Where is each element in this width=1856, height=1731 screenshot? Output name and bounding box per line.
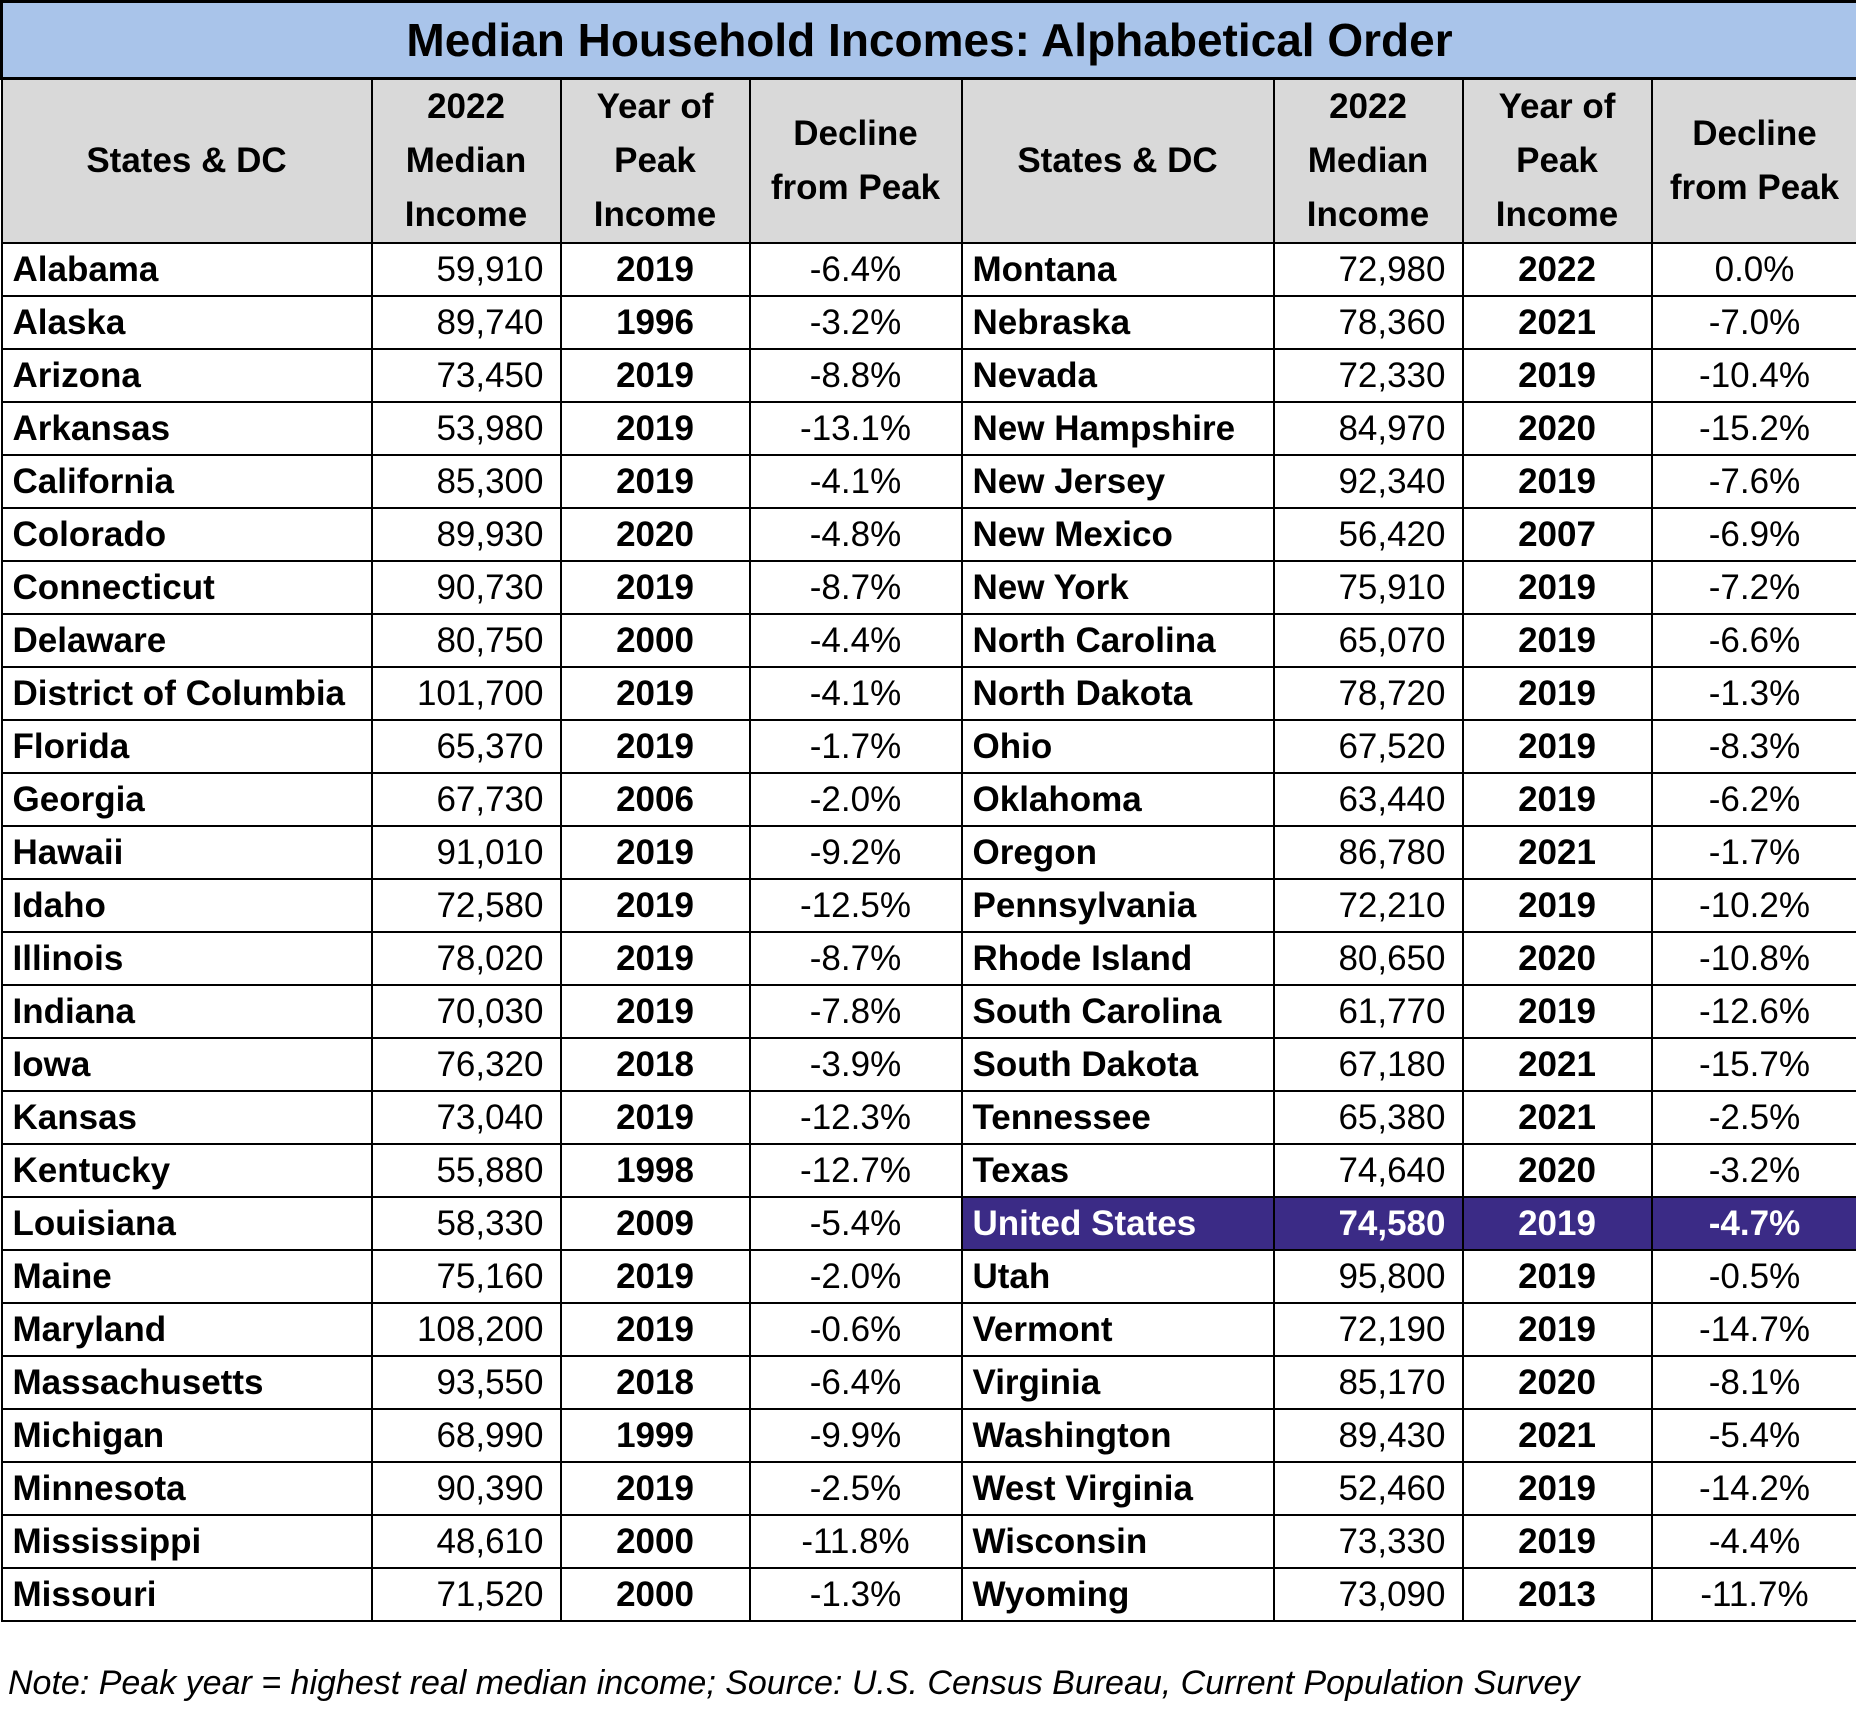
median-income-cell: 75,160 <box>372 1250 561 1303</box>
peak-year-cell: 2022 <box>1463 243 1652 296</box>
header-decline: Decline from Peak <box>1652 79 1856 244</box>
median-income-cell: 78,360 <box>1274 296 1463 349</box>
state-name-cell: Georgia <box>2 773 372 826</box>
peak-year-cell: 2019 <box>561 720 750 773</box>
state-name-cell: Mississippi <box>2 1515 372 1568</box>
state-name-cell: Ohio <box>962 720 1274 773</box>
state-name-cell: Colorado <box>2 508 372 561</box>
state-name-cell: South Dakota <box>962 1038 1274 1091</box>
decline-from-peak-cell: -3.2% <box>1652 1144 1856 1197</box>
state-name-cell: Indiana <box>2 985 372 1038</box>
us-decline-from-peak-cell: -4.7% <box>1652 1197 1856 1250</box>
state-name-cell: Maine <box>2 1250 372 1303</box>
decline-from-peak-cell: -1.7% <box>1652 826 1856 879</box>
peak-year-cell: 2019 <box>561 455 750 508</box>
decline-from-peak-cell: -14.2% <box>1652 1462 1856 1515</box>
state-name-cell: California <box>2 455 372 508</box>
state-name-cell: North Carolina <box>962 614 1274 667</box>
state-name-cell: Idaho <box>2 879 372 932</box>
decline-from-peak-cell: -15.2% <box>1652 402 1856 455</box>
state-name-cell: New Mexico <box>962 508 1274 561</box>
peak-year-cell: 2019 <box>1463 349 1652 402</box>
state-name-cell: Texas <box>962 1144 1274 1197</box>
decline-from-peak-cell: 0.0% <box>1652 243 1856 296</box>
decline-from-peak-cell: -7.2% <box>1652 561 1856 614</box>
header-income: 2022 Median Income <box>1274 79 1463 244</box>
decline-from-peak-cell: -3.2% <box>750 296 962 349</box>
decline-from-peak-cell: -7.6% <box>1652 455 1856 508</box>
decline-from-peak-cell: -12.7% <box>750 1144 962 1197</box>
median-income-cell: 101,700 <box>372 667 561 720</box>
peak-year-cell: 2019 <box>1463 561 1652 614</box>
state-name-cell: Wyoming <box>962 1568 1274 1621</box>
peak-year-cell: 2019 <box>1463 1303 1652 1356</box>
median-income-cell: 72,580 <box>372 879 561 932</box>
table-row <box>2 349 1856 402</box>
median-income-cell: 80,650 <box>1274 932 1463 985</box>
median-income-cell: 71,520 <box>372 1568 561 1621</box>
header-income: 2022 Median Income <box>372 79 561 244</box>
peak-year-cell: 2020 <box>1463 402 1652 455</box>
source-note: Note: Peak year = highest real median income; Source: U.S. Census Bureau, Current Population Survey <box>8 1664 1580 1702</box>
peak-year-cell: 1998 <box>561 1144 750 1197</box>
peak-year-cell: 2019 <box>1463 773 1652 826</box>
decline-from-peak-cell: -4.4% <box>1652 1515 1856 1568</box>
state-name-cell: New York <box>962 561 1274 614</box>
state-name-cell: Florida <box>2 720 372 773</box>
peak-year-cell: 2013 <box>1463 1568 1652 1621</box>
peak-year-cell: 2019 <box>561 667 750 720</box>
table-row <box>2 455 1856 508</box>
peak-year-cell: 2019 <box>1463 879 1652 932</box>
state-name-cell: South Carolina <box>962 985 1274 1038</box>
decline-from-peak-cell: -11.8% <box>750 1515 962 1568</box>
peak-year-cell: 2019 <box>1463 985 1652 1038</box>
median-income-cell: 65,370 <box>372 720 561 773</box>
decline-from-peak-cell: -8.8% <box>750 349 962 402</box>
table-row <box>2 1356 1856 1409</box>
state-name-cell: Oklahoma <box>962 773 1274 826</box>
median-income-cell: 65,380 <box>1274 1091 1463 1144</box>
peak-year-cell: 2019 <box>1463 455 1652 508</box>
peak-year-cell: 1996 <box>561 296 750 349</box>
decline-from-peak-cell: -5.4% <box>1652 1409 1856 1462</box>
decline-from-peak-cell: -8.1% <box>1652 1356 1856 1409</box>
peak-year-cell: 2021 <box>1463 296 1652 349</box>
median-income-cell: 67,730 <box>372 773 561 826</box>
state-name-cell: Tennessee <box>962 1091 1274 1144</box>
decline-from-peak-cell: -7.8% <box>750 985 962 1038</box>
table-row <box>2 1144 1856 1197</box>
median-income-cell: 108,200 <box>372 1303 561 1356</box>
table-row <box>2 1197 1856 1250</box>
median-income-cell: 59,910 <box>372 243 561 296</box>
median-income-cell: 78,020 <box>372 932 561 985</box>
median-income-cell: 78,720 <box>1274 667 1463 720</box>
median-income-cell: 91,010 <box>372 826 561 879</box>
state-name-cell: Nevada <box>962 349 1274 402</box>
median-income-cell: 48,610 <box>372 1515 561 1568</box>
peak-year-cell: 2006 <box>561 773 750 826</box>
decline-from-peak-cell: -11.7% <box>1652 1568 1856 1621</box>
table-row <box>2 932 1856 985</box>
table-row <box>2 985 1856 1038</box>
state-name-cell: Maryland <box>2 1303 372 1356</box>
peak-year-cell: 2019 <box>1463 614 1652 667</box>
us-median-income-cell: 74,580 <box>1274 1197 1463 1250</box>
state-name-cell: Connecticut <box>2 561 372 614</box>
decline-from-peak-cell: -9.9% <box>750 1409 962 1462</box>
median-income-cell: 68,990 <box>372 1409 561 1462</box>
median-income-cell: 85,300 <box>372 455 561 508</box>
decline-from-peak-cell: -6.6% <box>1652 614 1856 667</box>
decline-from-peak-cell: -8.3% <box>1652 720 1856 773</box>
median-income-cell: 89,930 <box>372 508 561 561</box>
peak-year-cell: 2007 <box>1463 508 1652 561</box>
table-row <box>2 667 1856 720</box>
state-name-cell: Nebraska <box>962 296 1274 349</box>
table-row <box>2 243 1856 296</box>
median-income-cell: 67,180 <box>1274 1038 1463 1091</box>
state-name-cell: Oregon <box>962 826 1274 879</box>
decline-from-peak-cell: -6.4% <box>750 1356 962 1409</box>
peak-year-cell: 2019 <box>561 1091 750 1144</box>
peak-year-cell: 2021 <box>1463 1091 1652 1144</box>
state-name-cell: Arkansas <box>2 402 372 455</box>
peak-year-cell: 2020 <box>1463 1356 1652 1409</box>
median-income-cell: 75,910 <box>1274 561 1463 614</box>
decline-from-peak-cell: -3.9% <box>750 1038 962 1091</box>
state-name-cell: Wisconsin <box>962 1515 1274 1568</box>
median-income-cell: 72,190 <box>1274 1303 1463 1356</box>
state-name-cell: Minnesota <box>2 1462 372 1515</box>
state-name-cell: Illinois <box>2 932 372 985</box>
peak-year-cell: 2019 <box>1463 667 1652 720</box>
median-income-cell: 70,030 <box>372 985 561 1038</box>
table-row <box>2 1515 1856 1568</box>
table-row <box>2 1409 1856 1462</box>
table-row <box>2 879 1856 932</box>
state-name-cell: Montana <box>962 243 1274 296</box>
table-row <box>2 402 1856 455</box>
median-income-cell: 90,730 <box>372 561 561 614</box>
peak-year-cell: 2019 <box>561 349 750 402</box>
peak-year-cell: 2000 <box>561 614 750 667</box>
state-name-cell: Kentucky <box>2 1144 372 1197</box>
decline-from-peak-cell: -4.1% <box>750 455 962 508</box>
peak-year-cell: 2021 <box>1463 1038 1652 1091</box>
state-name-cell: Pennsylvania <box>962 879 1274 932</box>
median-income-cell: 72,330 <box>1274 349 1463 402</box>
decline-from-peak-cell: -6.9% <box>1652 508 1856 561</box>
table-row <box>2 826 1856 879</box>
table-row <box>2 1038 1856 1091</box>
median-income-cell: 92,340 <box>1274 455 1463 508</box>
median-income-cell: 55,880 <box>372 1144 561 1197</box>
state-name-cell: Missouri <box>2 1568 372 1621</box>
decline-from-peak-cell: -0.6% <box>750 1303 962 1356</box>
table-row <box>2 296 1856 349</box>
decline-from-peak-cell: -10.8% <box>1652 932 1856 985</box>
decline-from-peak-cell: -12.3% <box>750 1091 962 1144</box>
decline-from-peak-cell: -4.4% <box>750 614 962 667</box>
state-name-cell: Arizona <box>2 349 372 402</box>
state-name-cell: Rhode Island <box>962 932 1274 985</box>
header-decline: Decline from Peak <box>750 79 962 244</box>
median-income-cell: 80,750 <box>372 614 561 667</box>
us-state-name-cell: United States <box>962 1197 1274 1250</box>
median-income-cell: 67,520 <box>1274 720 1463 773</box>
decline-from-peak-cell: -13.1% <box>750 402 962 455</box>
median-income-cell: 89,430 <box>1274 1409 1463 1462</box>
peak-year-cell: 2019 <box>561 402 750 455</box>
table-row <box>2 1568 1856 1621</box>
state-name-cell: North Dakota <box>962 667 1274 720</box>
header-peak-year: Year of Peak Income <box>561 79 750 244</box>
median-income-cell: 58,330 <box>372 1197 561 1250</box>
decline-from-peak-cell: -1.7% <box>750 720 962 773</box>
peak-year-cell: 2000 <box>561 1515 750 1568</box>
median-income-cell: 61,770 <box>1274 985 1463 1038</box>
median-income-cell: 84,970 <box>1274 402 1463 455</box>
table-row <box>2 1250 1856 1303</box>
peak-year-cell: 2020 <box>1463 932 1652 985</box>
peak-year-cell: 2019 <box>1463 1515 1652 1568</box>
state-name-cell: New Hampshire <box>962 402 1274 455</box>
state-name-cell: Massachusetts <box>2 1356 372 1409</box>
median-income-cell: 90,390 <box>372 1462 561 1515</box>
peak-year-cell: 2019 <box>561 1250 750 1303</box>
median-income-cell: 73,450 <box>372 349 561 402</box>
peak-year-cell: 2019 <box>561 1462 750 1515</box>
median-income-cell: 93,550 <box>372 1356 561 1409</box>
decline-from-peak-cell: -5.4% <box>750 1197 962 1250</box>
decline-from-peak-cell: -4.1% <box>750 667 962 720</box>
state-name-cell: District of Columbia <box>2 667 372 720</box>
state-name-cell: Hawaii <box>2 826 372 879</box>
table-row <box>2 720 1856 773</box>
table-row <box>2 1091 1856 1144</box>
decline-from-peak-cell: -1.3% <box>1652 667 1856 720</box>
decline-from-peak-cell: -6.2% <box>1652 773 1856 826</box>
peak-year-cell: 2020 <box>561 508 750 561</box>
peak-year-cell: 2000 <box>561 1568 750 1621</box>
decline-from-peak-cell: -10.4% <box>1652 349 1856 402</box>
us-peak-year-cell: 2019 <box>1463 1197 1652 1250</box>
decline-from-peak-cell: -0.5% <box>1652 1250 1856 1303</box>
peak-year-cell: 2020 <box>1463 1144 1652 1197</box>
median-income-cell: 52,460 <box>1274 1462 1463 1515</box>
decline-from-peak-cell: -2.0% <box>750 773 962 826</box>
decline-from-peak-cell: -2.0% <box>750 1250 962 1303</box>
peak-year-cell: 2019 <box>561 826 750 879</box>
median-income-cell: 95,800 <box>1274 1250 1463 1303</box>
peak-year-cell: 2019 <box>561 243 750 296</box>
state-name-cell: Washington <box>962 1409 1274 1462</box>
state-name-cell: Michigan <box>2 1409 372 1462</box>
median-income-cell: 65,070 <box>1274 614 1463 667</box>
peak-year-cell: 2019 <box>561 879 750 932</box>
peak-year-cell: 2019 <box>561 1303 750 1356</box>
state-name-cell: West Virginia <box>962 1462 1274 1515</box>
median-income-cell: 89,740 <box>372 296 561 349</box>
header-state: States & DC <box>2 79 372 244</box>
peak-year-cell: 2021 <box>1463 826 1652 879</box>
table-body <box>2 243 1856 1621</box>
state-name-cell: Virginia <box>962 1356 1274 1409</box>
median-income-cell: 56,420 <box>1274 508 1463 561</box>
median-income-cell: 73,090 <box>1274 1568 1463 1621</box>
decline-from-peak-cell: -14.7% <box>1652 1303 1856 1356</box>
peak-year-cell: 2019 <box>1463 720 1652 773</box>
median-income-cell: 53,980 <box>372 402 561 455</box>
decline-from-peak-cell: -15.7% <box>1652 1038 1856 1091</box>
decline-from-peak-cell: -9.2% <box>750 826 962 879</box>
peak-year-cell: 2018 <box>561 1038 750 1091</box>
state-name-cell: Louisiana <box>2 1197 372 1250</box>
peak-year-cell: 2019 <box>561 932 750 985</box>
decline-from-peak-cell: -12.6% <box>1652 985 1856 1038</box>
table-row <box>2 561 1856 614</box>
median-income-cell: 85,170 <box>1274 1356 1463 1409</box>
peak-year-cell: 2019 <box>561 561 750 614</box>
state-name-cell: Utah <box>962 1250 1274 1303</box>
median-income-cell: 73,040 <box>372 1091 561 1144</box>
state-name-cell: New Jersey <box>962 455 1274 508</box>
peak-year-cell: 2019 <box>1463 1250 1652 1303</box>
median-income-cell: 72,980 <box>1274 243 1463 296</box>
table-row <box>2 1462 1856 1515</box>
state-name-cell: Vermont <box>962 1303 1274 1356</box>
peak-year-cell: 1999 <box>561 1409 750 1462</box>
decline-from-peak-cell: -12.5% <box>750 879 962 932</box>
peak-year-cell: 2019 <box>1463 1462 1652 1515</box>
median-income-cell: 76,320 <box>372 1038 561 1091</box>
table-title: Median Household Incomes: Alphabetical Order <box>2 2 1856 79</box>
decline-from-peak-cell: -2.5% <box>1652 1091 1856 1144</box>
median-income-cell: 74,640 <box>1274 1144 1463 1197</box>
table-row <box>2 1303 1856 1356</box>
header-row <box>2 79 1856 244</box>
state-name-cell: Delaware <box>2 614 372 667</box>
decline-from-peak-cell: -8.7% <box>750 561 962 614</box>
peak-year-cell: 2018 <box>561 1356 750 1409</box>
table-row <box>2 773 1856 826</box>
decline-from-peak-cell: -2.5% <box>750 1462 962 1515</box>
state-name-cell: Iowa <box>2 1038 372 1091</box>
median-income-cell: 86,780 <box>1274 826 1463 879</box>
header-peak-year: Year of Peak Income <box>1463 79 1652 244</box>
table-row <box>2 614 1856 667</box>
median-income-cell: 73,330 <box>1274 1515 1463 1568</box>
decline-from-peak-cell: -7.0% <box>1652 296 1856 349</box>
peak-year-cell: 2009 <box>561 1197 750 1250</box>
table-row <box>2 508 1856 561</box>
peak-year-cell: 2019 <box>561 985 750 1038</box>
peak-year-cell: 2021 <box>1463 1409 1652 1462</box>
decline-from-peak-cell: -1.3% <box>750 1568 962 1621</box>
state-name-cell: Kansas <box>2 1091 372 1144</box>
median-income-cell: 63,440 <box>1274 773 1463 826</box>
decline-from-peak-cell: -4.8% <box>750 508 962 561</box>
median-income-cell: 72,210 <box>1274 879 1463 932</box>
decline-from-peak-cell: -6.4% <box>750 243 962 296</box>
header-state: States & DC <box>962 79 1274 244</box>
state-name-cell: Alabama <box>2 243 372 296</box>
decline-from-peak-cell: -10.2% <box>1652 879 1856 932</box>
state-name-cell: Alaska <box>2 296 372 349</box>
decline-from-peak-cell: -8.7% <box>750 932 962 985</box>
